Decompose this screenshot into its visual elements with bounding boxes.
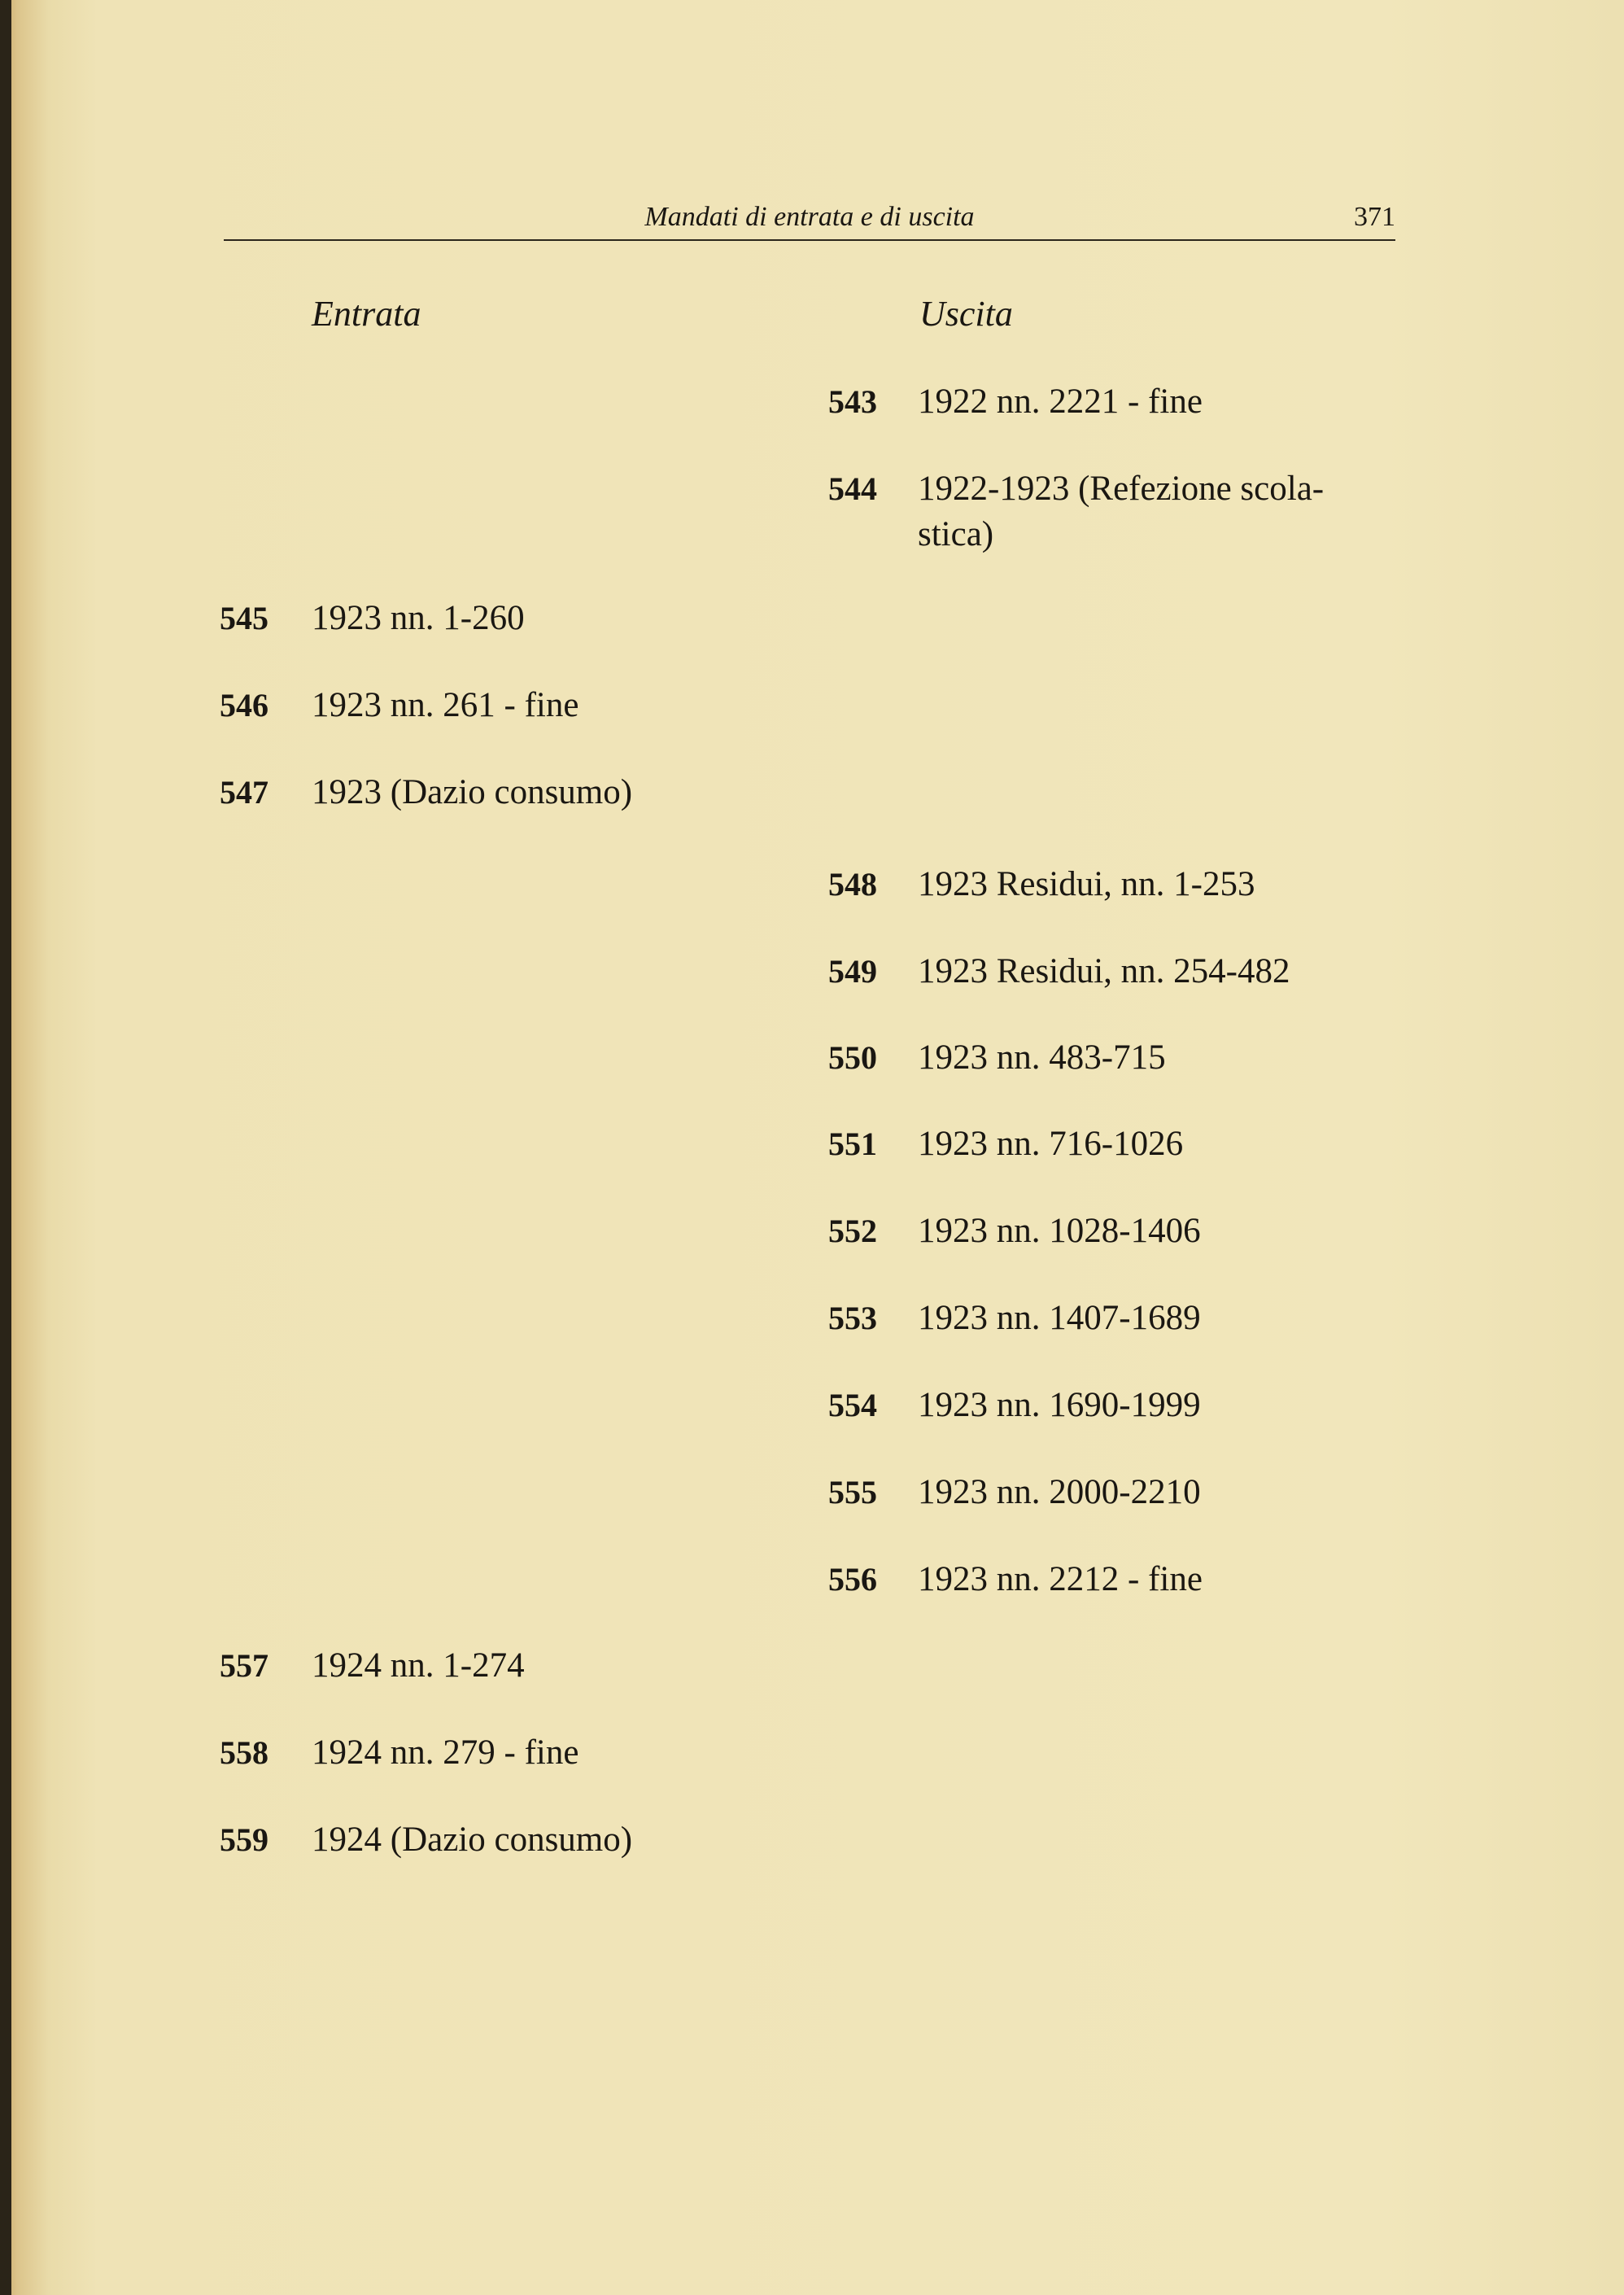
entry-number: 545	[220, 600, 268, 636]
column-heading-entrata: Entrata	[312, 294, 421, 334]
running-title: Mandati di entrata e di uscita	[644, 202, 975, 232]
entry-text: 1922-1923 (Refezione scola- stica)	[918, 470, 1325, 553]
entry-text: 1923 nn. 1407-1689	[918, 1299, 1201, 1337]
entry-text: 1923 (Dazio consumo)	[312, 773, 633, 811]
entry-number: 549	[828, 953, 877, 990]
entry-number: 556	[828, 1561, 877, 1598]
entry-text: 1923 Residui, nn. 1-253	[918, 865, 1255, 903]
entry-text: 1923 Residui, nn. 254-482	[918, 952, 1290, 990]
entry-text: 1923 nn. 1-260	[312, 599, 525, 637]
entry-number: 552	[828, 1213, 877, 1249]
book-spine-edge	[0, 0, 11, 2295]
entry-number: 550	[828, 1039, 877, 1076]
entry-text: 1923 nn. 1690-1999	[918, 1386, 1201, 1424]
entry-number: 546	[220, 687, 268, 723]
entry-number: 543	[828, 383, 877, 420]
entry-number: 557	[220, 1647, 268, 1684]
entry-text: 1923 nn. 716-1026	[918, 1125, 1184, 1163]
entry-number: 548	[828, 866, 877, 903]
entry-text: 1923 nn. 2000-2210	[918, 1473, 1201, 1511]
entry-number: 551	[828, 1126, 877, 1162]
header-rule	[224, 239, 1395, 241]
entry-text: 1923 nn. 261 - fine	[312, 686, 579, 724]
entry-text: 1924 nn. 1-274	[312, 1646, 525, 1685]
entry-text: 1923 nn. 2212 - fine	[918, 1560, 1203, 1598]
running-head	[224, 199, 1395, 239]
entry-text: 1922 nn. 2221 - fine	[918, 382, 1203, 421]
entry-number: 547	[220, 774, 268, 811]
column-heading-uscita: Uscita	[919, 294, 1013, 334]
entry-number: 558	[220, 1734, 268, 1771]
page-number: 371	[1354, 202, 1395, 232]
entry-number: 553	[828, 1300, 877, 1336]
entry-text: 1923 nn. 483-715	[918, 1038, 1166, 1077]
entry-number: 554	[828, 1387, 877, 1423]
entry-text: 1923 nn. 1028-1406	[918, 1212, 1201, 1250]
entry-text: 1924 (Dazio consumo)	[312, 1821, 633, 1859]
entry-number: 555	[828, 1474, 877, 1510]
entry-number: 559	[220, 1821, 268, 1858]
entry-text: 1924 nn. 279 - fine	[312, 1733, 579, 1772]
entry-number: 544	[828, 470, 877, 507]
